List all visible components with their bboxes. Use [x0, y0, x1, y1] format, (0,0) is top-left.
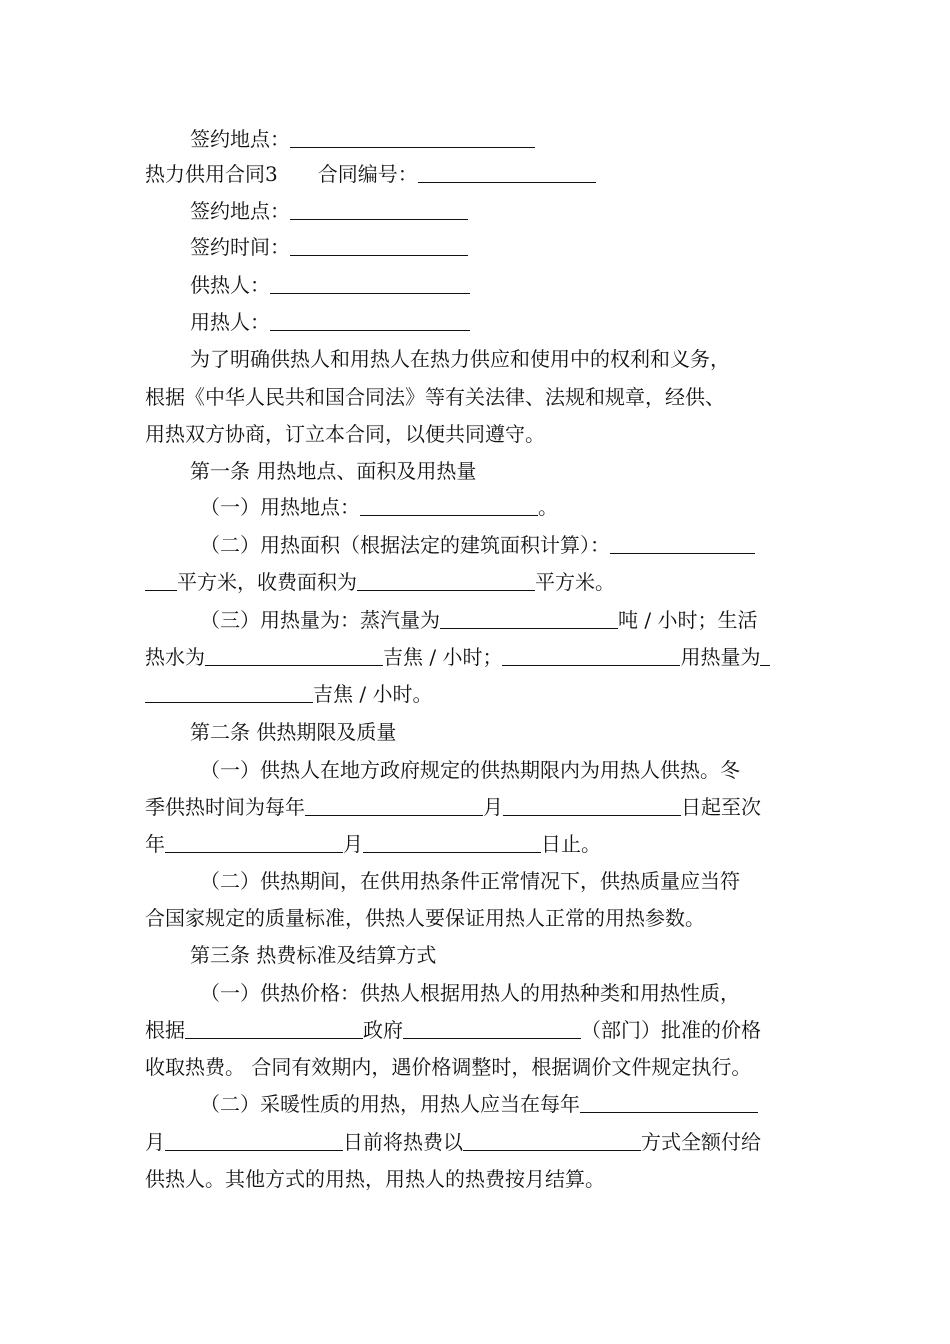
- fill-in-blank[interactable]: [165, 830, 343, 853]
- line-text: 日止。: [541, 832, 601, 856]
- fill-in-blank[interactable]: [145, 680, 313, 703]
- text-line: [190, 125, 535, 153]
- line-text: 热水为: [145, 645, 205, 669]
- text-line: [200, 493, 558, 521]
- line-text: （二）用热面积（根据法定的建筑面积计算）：: [200, 533, 610, 557]
- line-text: 根据《中华人民共和国合同法》等有关法律、法规和规章，经供、: [145, 385, 725, 409]
- text-line: [145, 643, 770, 671]
- fill-in-blank[interactable]: [360, 493, 538, 516]
- line-text: 方式全额付给: [641, 1130, 761, 1154]
- fill-in-blank[interactable]: [418, 160, 596, 183]
- line-text: （一）用热地点：: [200, 495, 360, 519]
- line-text: 吉焦 / 小时；: [383, 645, 503, 669]
- line-text: 年: [145, 832, 165, 856]
- line-text: 日前将热费以: [343, 1130, 463, 1154]
- line-text: 用热人：: [190, 310, 270, 334]
- fill-in-blank[interactable]: [760, 643, 770, 666]
- fill-in-blank[interactable]: [290, 197, 468, 220]
- fill-in-blank[interactable]: [580, 1090, 758, 1113]
- text-line: [200, 1090, 758, 1118]
- line-text: （二）供热期间，在供用热条件正常情况下，供热质量应当符: [200, 869, 740, 893]
- line-text: 平方米，收费面积为: [177, 570, 357, 594]
- line-text: （一）供热人在地方政府规定的供热期限内为用热人供热。冬: [200, 758, 740, 782]
- fill-in-blank[interactable]: [270, 271, 470, 294]
- line-text: 收取热费。 合同有效期内，遇价格调整时，根据调价文件规定执行。: [145, 1055, 752, 1079]
- line-text: 月: [483, 795, 503, 819]
- text-line: [200, 606, 757, 634]
- text-line: [200, 979, 740, 1007]
- line-text: 签约地点：: [190, 127, 290, 151]
- text-line: [145, 568, 615, 596]
- line-text: 供热人。其他方式的用热，用热人的热费按月结算。: [145, 1167, 605, 1191]
- line-text: 日起至次: [681, 795, 761, 819]
- fill-in-blank[interactable]: [165, 1128, 343, 1151]
- text-line: [145, 160, 596, 188]
- line-text: 根据: [145, 1018, 185, 1042]
- fill-in-blank[interactable]: [145, 568, 177, 591]
- line-text: 签约地点：: [190, 199, 290, 223]
- line-text: 用热双方协商，订立本合同，以便共同遵守。: [145, 422, 545, 446]
- text-line: [145, 1053, 751, 1081]
- text-line: [190, 457, 476, 485]
- text-line: [190, 271, 470, 299]
- line-text: （一）供热价格：供热人根据用热人的用热种类和用热性质，: [200, 981, 740, 1005]
- fill-in-blank[interactable]: [440, 606, 618, 629]
- fill-in-blank[interactable]: [403, 1016, 581, 1039]
- fill-in-blank[interactable]: [290, 233, 468, 256]
- text-line: [145, 904, 705, 932]
- text-line: [145, 383, 725, 411]
- line-text: 吉焦 / 小时。: [313, 682, 433, 706]
- line-text: 合国家规定的质量标准，供热人要保证用热人正常的用热参数。: [145, 906, 705, 930]
- text-line: [190, 197, 468, 225]
- text-line: [145, 680, 432, 708]
- fill-in-blank[interactable]: [502, 643, 680, 666]
- line-text: 供热人：: [190, 273, 270, 297]
- text-line: [145, 830, 601, 858]
- text-line: [145, 1016, 761, 1044]
- text-line: [190, 941, 436, 969]
- fill-in-blank[interactable]: [503, 793, 681, 816]
- fill-in-blank[interactable]: [463, 1128, 641, 1151]
- line-text: （二）采暖性质的用热，用热人应当在每年: [200, 1092, 580, 1116]
- fill-in-blank[interactable]: [290, 125, 535, 148]
- line-text: 吨 / 小时；生活: [618, 608, 758, 632]
- fill-in-blank[interactable]: [185, 1016, 363, 1039]
- text-line: [145, 420, 545, 448]
- line-text: 签约时间：: [190, 235, 290, 259]
- fill-in-blank[interactable]: [305, 793, 483, 816]
- text-line: [190, 345, 730, 373]
- fill-in-blank[interactable]: [357, 568, 535, 591]
- line-text: 第二条 供热期限及质量: [190, 720, 397, 744]
- fill-in-blank[interactable]: [610, 531, 755, 554]
- fill-in-blank[interactable]: [270, 308, 470, 331]
- line-text: （部门）批准的价格: [581, 1018, 761, 1042]
- line-text: 季供热时间为每年: [145, 795, 305, 819]
- line-text: 月: [343, 832, 363, 856]
- fill-in-blank[interactable]: [363, 830, 541, 853]
- line-text: 平方米。: [535, 570, 615, 594]
- text-line: [145, 1165, 605, 1193]
- line-text: 用热量为: [680, 645, 761, 669]
- line-text: （三）用热量为：蒸汽量为: [200, 608, 440, 632]
- line-text: 为了明确供热人和用热人在热力供应和使用中的权利和义务，: [190, 347, 730, 371]
- line-text: 第三条 热费标准及结算方式: [190, 943, 437, 967]
- line-text: 月: [145, 1130, 165, 1154]
- text-line: [200, 756, 740, 784]
- text-line: [200, 531, 755, 559]
- text-line: [190, 233, 468, 261]
- line-text: 热力供用合同3 合同编号：: [145, 162, 418, 186]
- line-text: 政府: [363, 1018, 403, 1042]
- text-line: [145, 793, 761, 821]
- line-text: 第一条 用热地点、面积及用热量: [190, 459, 477, 483]
- text-line: [190, 308, 470, 336]
- fill-in-blank[interactable]: [205, 643, 383, 666]
- line-text: 。: [538, 495, 558, 519]
- text-line: [200, 867, 740, 895]
- text-line: [190, 718, 396, 746]
- text-line: [145, 1128, 761, 1156]
